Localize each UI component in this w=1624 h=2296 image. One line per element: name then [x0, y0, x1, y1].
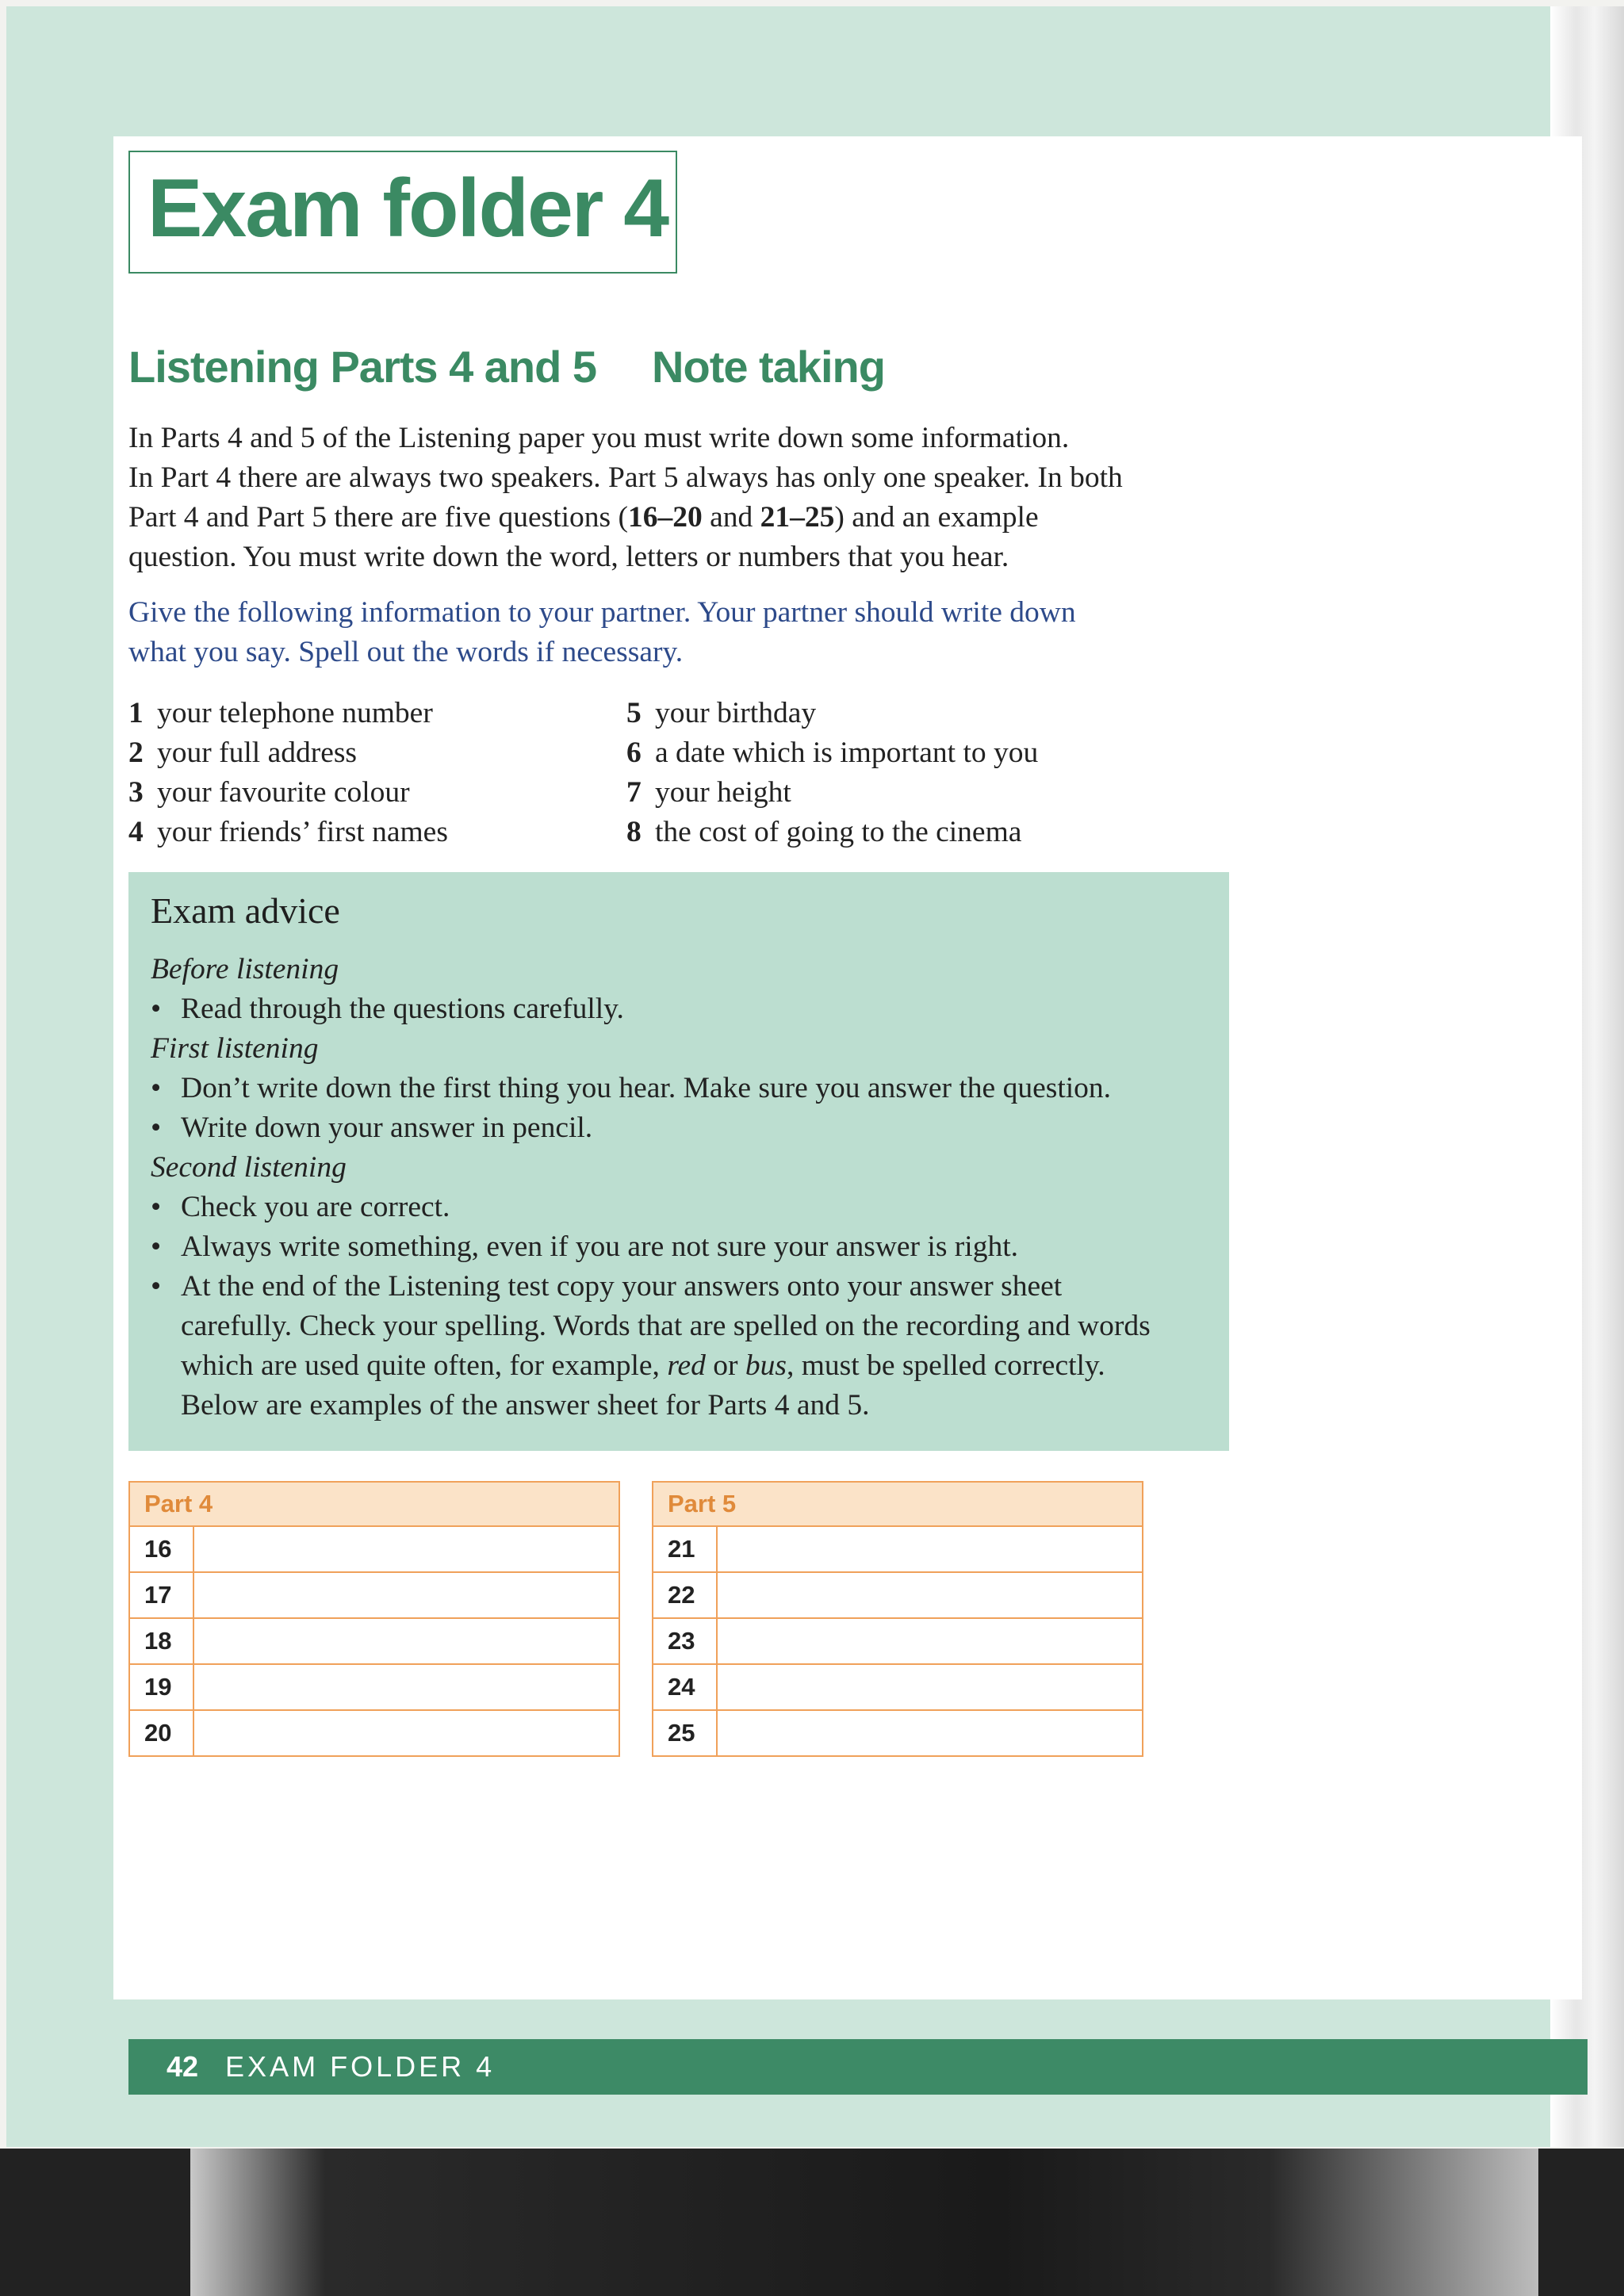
question-number: 19 — [129, 1664, 193, 1710]
page-title: Exam folder 4 — [147, 163, 668, 254]
intro-line: question. You must write down the word, letters or numbers that you hear. — [128, 541, 1009, 573]
footer-bar — [128, 2039, 1588, 2095]
prompt-item: 7 your height — [626, 776, 791, 809]
answer-cell[interactable] — [717, 1664, 1143, 1710]
question-number: 18 — [129, 1618, 193, 1664]
question-number: 25 — [653, 1710, 717, 1756]
answer-cell[interactable] — [717, 1618, 1143, 1664]
question-number: 16 — [129, 1526, 193, 1572]
bullet-icon: • — [151, 1112, 162, 1144]
table-row — [653, 1664, 1143, 1710]
intro-paragraph — [128, 419, 1239, 577]
instruction-line: Give the following information to your partner. Your partner should write down — [128, 596, 1076, 629]
prompt-item: 4 your friends’ first names — [128, 816, 448, 848]
answer-sheet-part5 — [652, 1481, 1143, 1757]
table-row — [653, 1710, 1143, 1756]
question-number: 17 — [129, 1572, 193, 1618]
intro-line: In Parts 4 and 5 of the Listening paper you must write down some information. — [128, 422, 1070, 454]
prompt-item: 2 your full address — [128, 737, 358, 769]
answer-cell[interactable] — [193, 1572, 619, 1618]
answer-cell[interactable] — [193, 1618, 619, 1664]
advice-title: Exam advice — [151, 890, 340, 931]
answer-cell[interactable] — [717, 1572, 1143, 1618]
prompt-item: 6 a date which is important to you — [626, 737, 1039, 769]
exam-advice-box: Exam advice Before listening • Read through the questions carefully. First listening • Don’t write down the first thing you hear. Make sure you answer the question. • Write down your answer in pencil. Second listening • Check you are correct. • Always write something, even if you are not sure your answer is right. • At the end of the Listening test copy your answers onto your answer sheet carefully. Check your spelling. Words that are spelled on the recording and words which are used quite often, for example, red or bus, must be spelled correctly. Below are examples of the answer sheet for Parts 4 and 5. — [128, 872, 1229, 1451]
advice-bullet-text: At the end of the Listening test copy your answers onto your answer sheet carefully. Check your spelling. Words that are spelled on the recording and words which are used quite often, for example, red or bus, must be spelled correctly. Below are examples of the answer sheet for Parts 4 and 5. — [181, 1270, 1151, 1422]
table-row — [129, 1710, 619, 1756]
footer-text — [167, 2050, 495, 2084]
scanner-edge — [0, 2149, 1624, 2296]
second-listening-label: Second listening — [151, 1151, 347, 1184]
question-number: 20 — [129, 1710, 193, 1756]
title-box — [128, 151, 677, 274]
table-row — [129, 1618, 619, 1664]
bullet-icon: • — [151, 1270, 162, 1303]
table-row — [129, 1526, 619, 1572]
instruction-line: what you say. Spell out the words if necessary. — [128, 636, 684, 668]
answer-cell[interactable] — [193, 1710, 619, 1756]
answer-cell[interactable] — [717, 1526, 1143, 1572]
before-listening-label: Before listening — [151, 953, 339, 985]
part5-header: Part 5 — [653, 1482, 1143, 1526]
question-number: 21 — [653, 1526, 717, 1572]
prompt-item: 1 your telephone number — [128, 697, 433, 729]
intro-line: In Part 4 there are always two speakers. Part 5 always has only one speaker. In both — [128, 461, 1123, 494]
table-row — [129, 1664, 619, 1710]
page-number: 42 — [167, 2050, 199, 2083]
answer-cell[interactable] — [193, 1526, 619, 1572]
question-number: 24 — [653, 1664, 717, 1710]
question-number: 22 — [653, 1572, 717, 1618]
table-row — [653, 1618, 1143, 1664]
prompt-item: 8 the cost of going to the cinema — [626, 816, 1022, 848]
intro-line: Part 4 and Part 5 there are five questions (16–20 and 21–25) and an example — [128, 501, 1039, 534]
table-row — [653, 1572, 1143, 1618]
bullet-icon: • — [151, 1191, 162, 1223]
footer-label: EXAM FOLDER 4 — [225, 2050, 496, 2083]
instruction-paragraph — [128, 593, 1239, 672]
prompt-item: 3 your favourite colour — [128, 776, 410, 809]
prompt-item: 5 your birthday — [626, 697, 817, 729]
answer-cell[interactable] — [717, 1710, 1143, 1756]
bullet-icon: • — [151, 993, 162, 1025]
first-listening-label: First listening — [151, 1032, 319, 1065]
bullet-icon: • — [151, 1230, 162, 1263]
table-row — [129, 1572, 619, 1618]
answer-cell[interactable] — [193, 1664, 619, 1710]
heading-topic: Note taking — [652, 342, 885, 392]
bullet-icon: • — [151, 1072, 162, 1104]
question-number: 23 — [653, 1618, 717, 1664]
answer-sheet-part4 — [128, 1481, 620, 1757]
table-row — [653, 1526, 1143, 1572]
part4-header: Part 4 — [129, 1482, 619, 1526]
heading-parts: Listening Parts 4 and 5 — [128, 342, 597, 392]
section-heading — [128, 341, 885, 392]
